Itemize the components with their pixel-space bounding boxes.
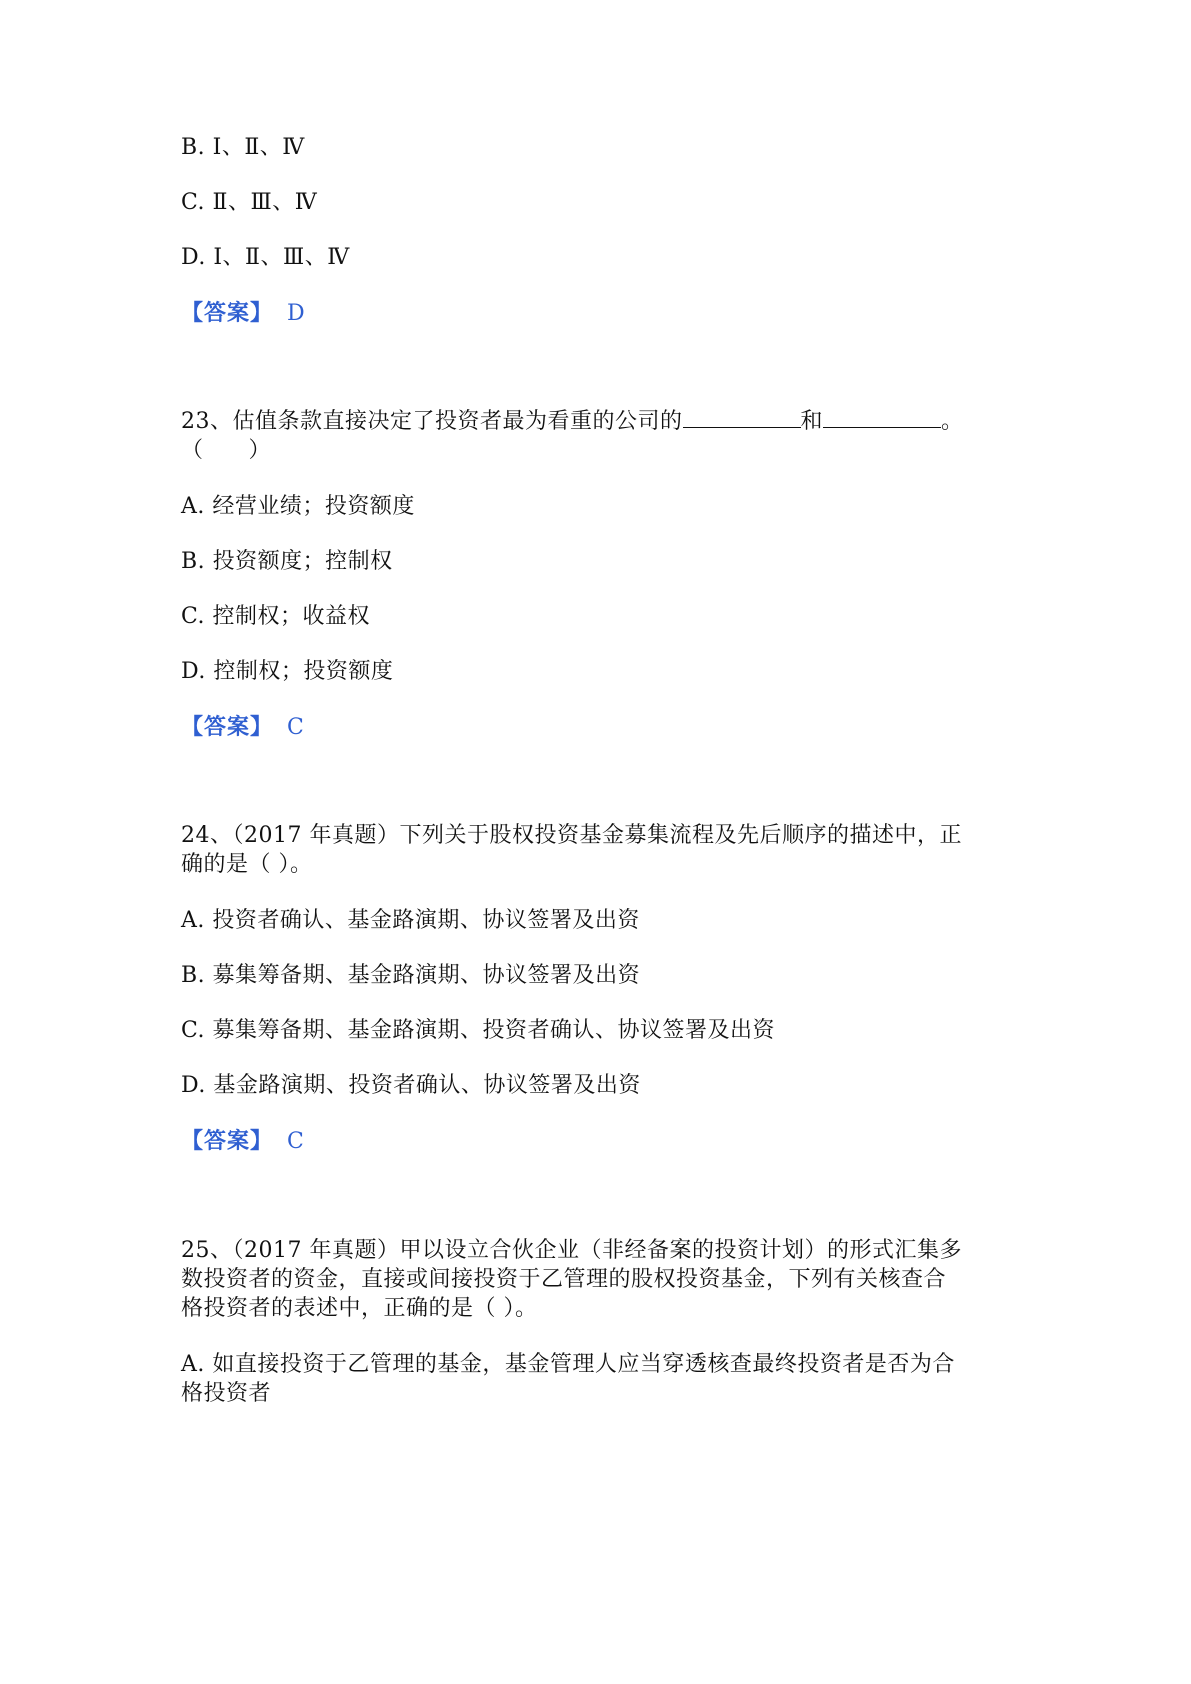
answer-label: 【答案】 [181,1128,274,1154]
q25-stem-line2: 数投资者的资金，直接或间接投资于乙管理的股权投资基金，下列有关核查合 [181,1267,947,1292]
q25-option-a-line2: 格投资者 [181,1381,272,1406]
answer-label: 【答案】 [181,300,274,326]
q23-blank-2 [823,409,941,428]
q23-stem-line1 [181,407,964,437]
q24-option-b: B. 募集筹备期、基金路演期、协议签署及出资 [181,963,641,988]
q23-stem-line2: （ ） [181,438,272,463]
answer-value: C [287,1129,305,1154]
answer-value: C [287,715,305,740]
q24-option-a: A. 投资者确认、基金路演期、协议签署及出资 [181,908,640,933]
answer-label: 【答案】 [181,714,274,740]
answer-value: D [287,301,306,326]
q23-stem-part1: 23、估值条款直接决定了投资者最为看重的公司的 [181,409,683,434]
q23-answer [181,712,304,743]
q23-option-d: D. 控制权；投资额度 [181,659,394,684]
q23-blank-1 [683,409,801,428]
q25-option-a-line1: A. 如直接投资于乙管理的基金，基金管理人应当穿透核查最终投资者是否为合 [181,1352,955,1377]
q23-option-b: B. 投资额度；控制权 [181,549,393,574]
prev-option-c: C. Ⅱ、Ⅲ、Ⅳ [181,190,318,215]
q24-stem-line2: 确的是（ ）。 [181,852,313,877]
q25-stem-line3: 格投资者的表述中，正确的是（ ）。 [181,1296,538,1321]
q23-option-a: A. 经营业绩；投资额度 [181,494,415,519]
prev-option-b: B. Ⅰ、Ⅱ、Ⅳ [181,135,305,160]
q23-option-c: C. 控制权；收益权 [181,604,371,629]
prev-option-d: D. Ⅰ、Ⅱ、Ⅲ、Ⅳ [181,245,350,270]
prev-answer [181,298,305,329]
q25-stem-line1: 25、（2017 年真题）甲以设立合伙企业（非经备案的投资计划）的形式汇集多 [181,1238,962,1263]
q24-option-d: D. 基金路演期、投资者确认、协议签署及出资 [181,1073,641,1098]
q23-stem-part3: 。 [941,409,964,434]
q24-answer [181,1126,304,1157]
q24-option-c: C. 募集筹备期、基金路演期、投资者确认、协议签署及出资 [181,1018,776,1043]
q23-stem-part2: 和 [800,409,824,434]
q24-stem-line1: 24、（2017 年真题）下列关于股权投资基金募集流程及先后顺序的描述中，正 [181,823,962,848]
